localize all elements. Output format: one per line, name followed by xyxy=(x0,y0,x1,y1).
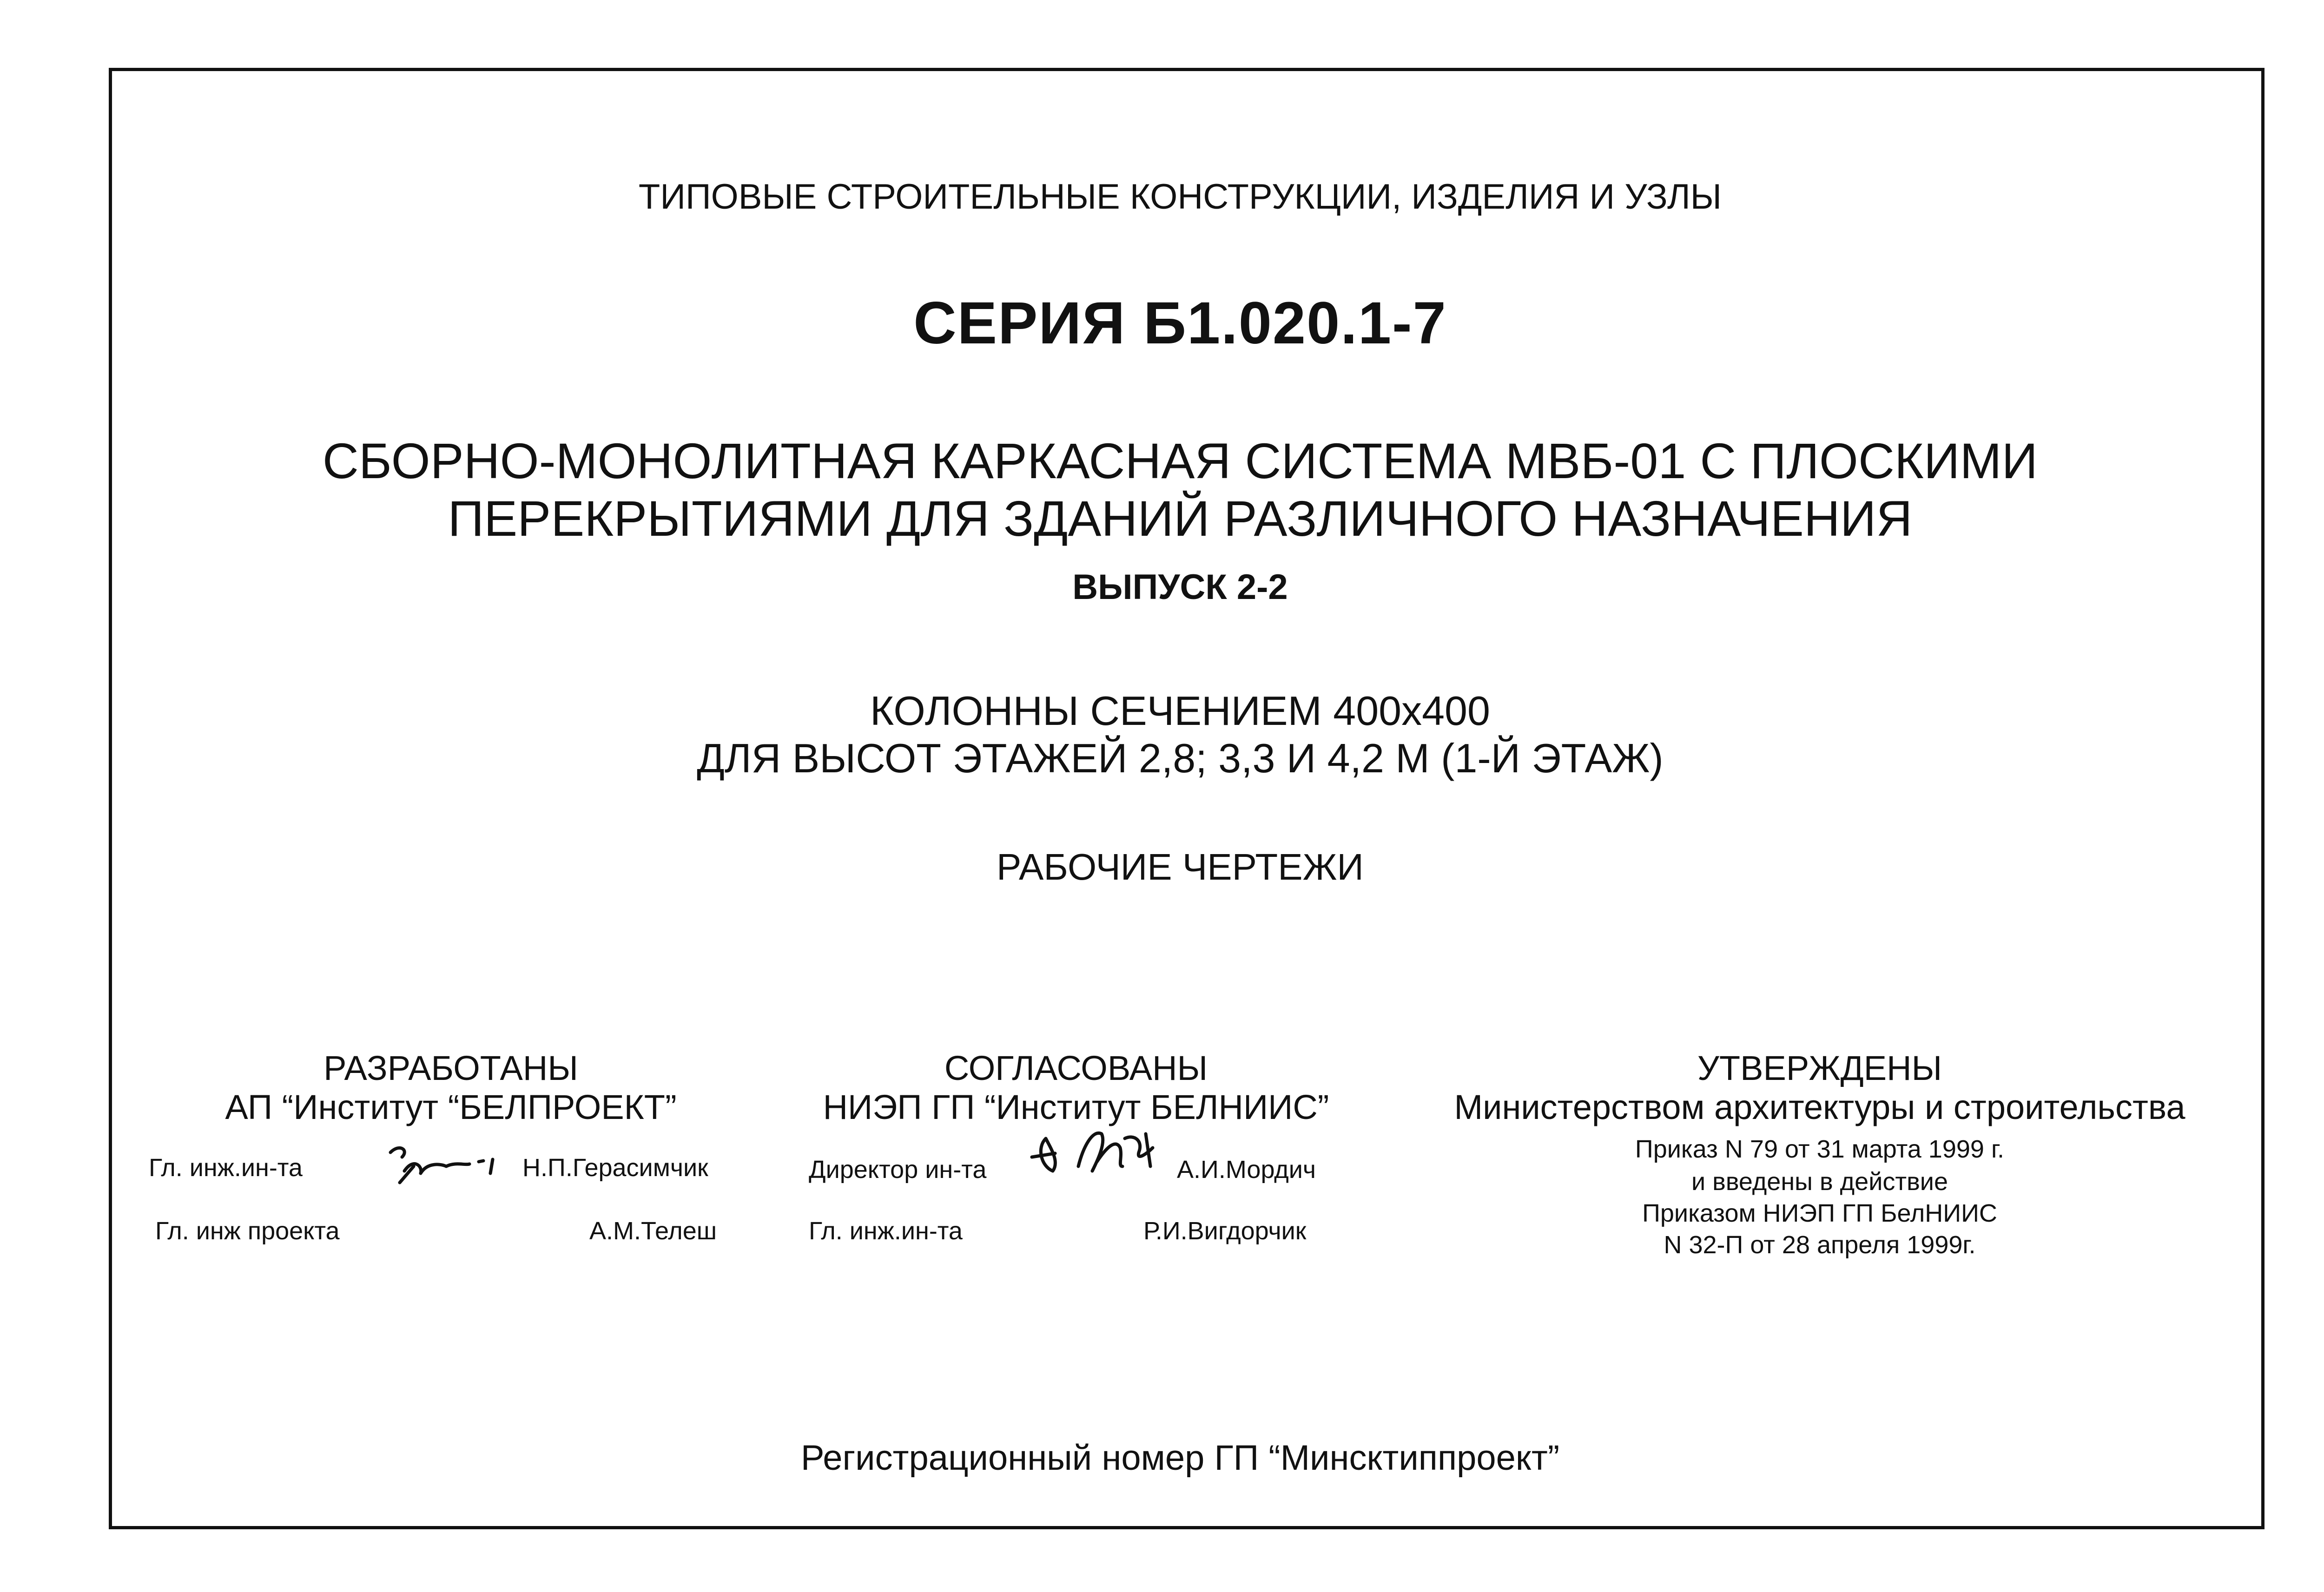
approval-enacted-by-line: Приказом НИЭП ГП БелНИИС xyxy=(1642,1199,1997,1227)
approved-organization: Министерством архитектуры и строительства xyxy=(1454,1088,2185,1126)
signature-gerasimchik xyxy=(381,1138,521,1190)
approval-order-line: Приказ N 79 от 31 марта 1999 г. xyxy=(1635,1135,2005,1163)
subtitle-line-1: КОЛОННЫ СЕЧЕНИЕМ 400х400 xyxy=(870,688,1490,734)
developed-name-1: Н.П.Герасимчик xyxy=(522,1154,708,1182)
subtitle-line-2: ДЛЯ ВЫСОТ ЭТАЖЕЙ 2,8; 3,3 И 4,2 М (1-Й ЭТАЖ) xyxy=(697,735,1664,781)
agreed-heading: СОГЛАСОВАНЫ xyxy=(944,1049,1208,1087)
agreed-organization: НИЭП ГП “Институт БЕЛНИИС” xyxy=(823,1088,1329,1126)
developed-role-1: Гл. инж.ин-та xyxy=(149,1154,303,1182)
issue-number: ВЫПУСК 2-2 xyxy=(1072,567,1288,607)
registration-number: Регистрационный номер ГП “Минсктиппроект” xyxy=(800,1438,1560,1478)
title-line-1: СБОРНО-МОНОЛИТНАЯ КАРКАСНАЯ СИСТЕМА МВБ-01 С ПЛОСКИМИ xyxy=(322,433,2038,489)
agreed-role-1: Директор ин-та xyxy=(809,1156,987,1184)
title-sheet-frame xyxy=(109,68,2265,1529)
document-type: РАБОЧИЕ ЧЕРТЕЖИ xyxy=(997,846,1364,888)
agreed-role-2: Гл. инж.ин-та xyxy=(809,1217,963,1245)
agreed-name-2: Р.И.Вигдорчик xyxy=(1143,1217,1307,1245)
approval-order-number-line: N 32-П от 28 апреля 1999г. xyxy=(1664,1231,1976,1259)
top-heading: ТИПОВЫЕ СТРОИТЕЛЬНЫЕ КОНСТРУКЦИИ, ИЗДЕЛИЯ И УЗЛЫ xyxy=(638,177,1722,217)
agreed-name-1: А.И.Мордич xyxy=(1177,1156,1316,1184)
signature-mordich xyxy=(1027,1120,1195,1190)
approved-heading: УТВЕРЖДЕНЫ xyxy=(1697,1049,1942,1087)
developed-organization: АП “Институт “БЕЛПРОЕКТ” xyxy=(225,1088,677,1126)
developed-heading: РАЗРАБОТАНЫ xyxy=(324,1049,578,1087)
developed-role-2: Гл. инж проекта xyxy=(155,1217,340,1245)
approval-enacted-line: и введены в действие xyxy=(1691,1168,1948,1196)
series-number: СЕРИЯ Б1.020.1-7 xyxy=(913,290,1447,356)
title-line-2: ПЕРЕКРЫТИЯМИ ДЛЯ ЗДАНИЙ РАЗЛИЧНОГО НАЗНАЧЕНИЯ xyxy=(448,490,1913,546)
developed-name-2: А.М.Телеш xyxy=(589,1217,717,1245)
